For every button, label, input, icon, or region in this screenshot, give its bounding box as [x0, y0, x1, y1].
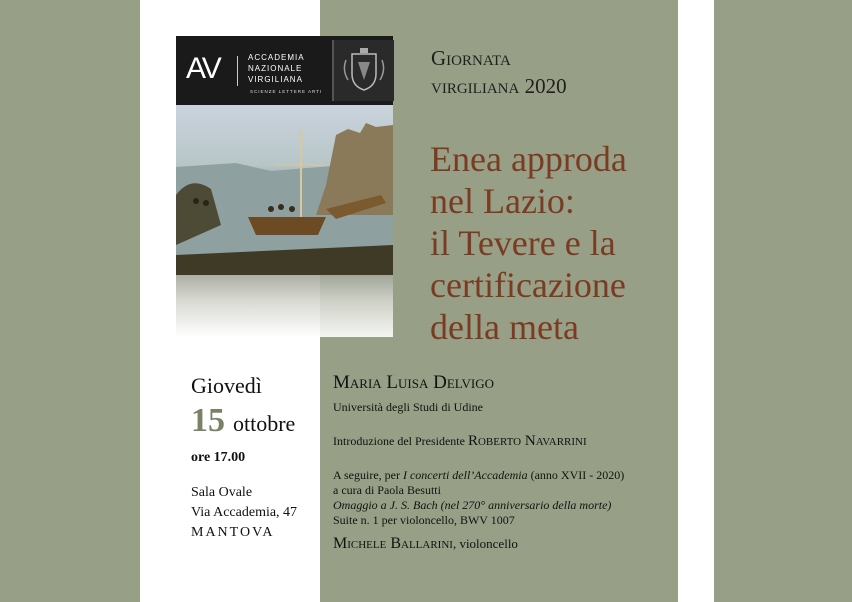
venue: Sala Ovale [191, 485, 253, 500]
address: Via Accademia, 47 [191, 505, 298, 520]
right-white-band [678, 0, 714, 602]
concert-details: A seguire, per I concerti dell’Accademia (anno XVII - 2020) a cura di Paola Besutti Omaggio a J. S. Bach (nel 270° anniversario della morte) Suite n. 1 per violoncello, BWV 1007 [333, 468, 625, 527]
event-location [191, 483, 297, 543]
event-date [191, 402, 295, 440]
academy-logo: AV [186, 52, 220, 85]
lecture-title: Enea approda nel Lazio: il Tevere e la certificazione della meta [430, 139, 627, 347]
academy-subtitle: SCIENZE LETTERE ARTI [250, 89, 323, 94]
cover-reflection [176, 275, 393, 337]
performer-line: Michele Ballarini, violoncello [333, 535, 518, 552]
performer-name: Michele Ballarini [333, 535, 453, 552]
cover-header [176, 36, 393, 105]
academy-emblem-icon [332, 40, 394, 101]
logo-divider [237, 56, 238, 86]
cover-painting [176, 105, 393, 275]
date-day: 15 [191, 402, 225, 439]
speaker-affiliation: Università degli Studi di Udine [333, 400, 483, 414]
book-cover [176, 36, 393, 337]
city: MANTOVA [191, 525, 275, 540]
event-time: ore 17.00 [191, 450, 246, 465]
event-name: Giornata virgiliana 2020 [431, 46, 567, 98]
president-name: Roberto Navarrini [467, 433, 587, 449]
introduction-line: Introduzione del Presidente Roberto Navarrini [333, 433, 587, 449]
piece: Suite n. 1 per violoncello, BWV 1007 [333, 513, 515, 527]
concert-series: I concerti dell’Accademia [402, 468, 528, 482]
date-month: ottobre [233, 411, 296, 436]
speaker-name: Maria Luisa Delvigo [333, 372, 495, 393]
weekday: Giovedì [191, 373, 262, 398]
academy-name: ACCADEMIA NAZIONALE VIRGILIANA [248, 53, 305, 84]
curator: a cura di Paola Besutti [333, 483, 441, 497]
tribute: Omaggio a J. S. Bach (nel 270° anniversario della morte) [333, 498, 612, 512]
